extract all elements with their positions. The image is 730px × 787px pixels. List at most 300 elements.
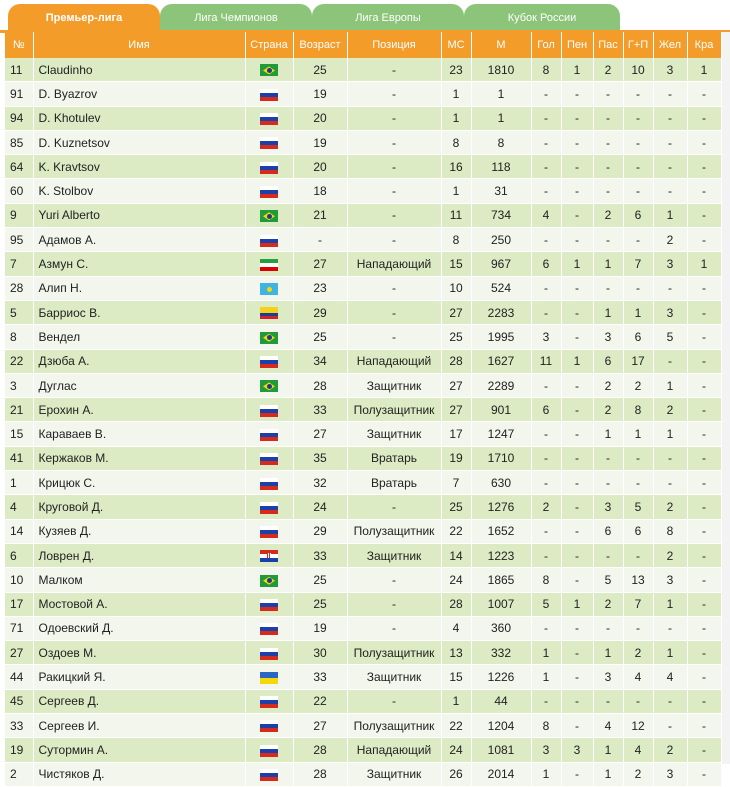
cell-m: 332 xyxy=(471,641,531,665)
cell-pas: 2 xyxy=(593,58,623,82)
cell-gp: 5 xyxy=(623,495,653,519)
cell-name[interactable]: Кержаков М. xyxy=(33,446,245,470)
cell-pas: - xyxy=(593,616,623,640)
column-header[interactable]: Позиция xyxy=(347,32,441,58)
cell-no: 45 xyxy=(5,689,33,713)
cell-pos: Нападающий xyxy=(347,252,441,276)
cell-red: - xyxy=(687,495,721,519)
cell-g: - xyxy=(531,179,561,203)
column-header[interactable]: М xyxy=(471,32,531,58)
cell-name[interactable]: Оздоев М. xyxy=(33,641,245,665)
table-row[interactable] xyxy=(5,276,721,300)
cell-yel: - xyxy=(653,179,687,203)
cell-age: 19 xyxy=(293,616,347,640)
cell-yel: 2 xyxy=(653,543,687,567)
cell-red: 1 xyxy=(687,58,721,82)
cell-no: 2 xyxy=(5,762,33,786)
cell-g: 11 xyxy=(531,349,561,373)
cell-red: - xyxy=(687,689,721,713)
cell-name[interactable]: Адамов А. xyxy=(33,228,245,252)
cell-no: 17 xyxy=(5,592,33,616)
cell-pen: - xyxy=(561,519,593,543)
cell-gp: - xyxy=(623,130,653,154)
cell-yel: - xyxy=(653,82,687,106)
russia-flag-icon xyxy=(260,526,278,538)
cell-ms: 8 xyxy=(441,130,471,154)
cell-gp: - xyxy=(623,689,653,713)
cell-g: - xyxy=(531,300,561,324)
brazil-flag-icon xyxy=(260,332,278,344)
table-row[interactable] xyxy=(5,82,721,106)
cell-pos: Защитник xyxy=(347,373,441,397)
column-header[interactable]: Страна xyxy=(245,32,293,58)
cell-yel: 4 xyxy=(653,665,687,689)
kazakhstan-flag-icon xyxy=(260,283,278,295)
cell-red: - xyxy=(687,616,721,640)
cell-g: 3 xyxy=(531,325,561,349)
cell-pos: - xyxy=(347,228,441,252)
cell-pos: Полузащитник xyxy=(347,398,441,422)
cell-g: 8 xyxy=(531,568,561,592)
table-row[interactable] xyxy=(5,641,721,665)
cell-pos: Нападающий xyxy=(347,738,441,762)
russia-flag-icon xyxy=(260,478,278,490)
country-flag-cell xyxy=(245,689,293,713)
russia-flag-icon xyxy=(260,235,278,247)
cell-ms: 17 xyxy=(441,422,471,446)
table-row[interactable] xyxy=(5,252,721,276)
country-flag-cell xyxy=(245,714,293,738)
cell-pen: - xyxy=(561,325,593,349)
cell-pos: - xyxy=(347,58,441,82)
cell-pos: Защитник xyxy=(347,762,441,786)
cell-ms: 28 xyxy=(441,349,471,373)
russia-flag-icon xyxy=(260,356,278,368)
cell-red: - xyxy=(687,349,721,373)
cell-red: - xyxy=(687,543,721,567)
cell-m: 118 xyxy=(471,155,531,179)
cell-yel: - xyxy=(653,276,687,300)
cell-yel: - xyxy=(653,106,687,130)
cell-gp: 10 xyxy=(623,58,653,82)
cell-g: - xyxy=(531,616,561,640)
column-header[interactable]: Г+П xyxy=(623,32,653,58)
table-row[interactable] xyxy=(5,228,721,252)
table-row[interactable] xyxy=(5,155,721,179)
cell-yel: 3 xyxy=(653,300,687,324)
cell-gp: 2 xyxy=(623,373,653,397)
cell-pos: - xyxy=(347,568,441,592)
cell-red: - xyxy=(687,106,721,130)
cell-name[interactable]: Мостовой А. xyxy=(33,592,245,616)
cell-gp: 7 xyxy=(623,252,653,276)
cell-g: 1 xyxy=(531,665,561,689)
cell-g: 1 xyxy=(531,641,561,665)
cell-no: 8 xyxy=(5,325,33,349)
cell-g: 6 xyxy=(531,398,561,422)
cell-name[interactable]: Одоевский Д. xyxy=(33,616,245,640)
cell-pas: - xyxy=(593,179,623,203)
cell-pen: - xyxy=(561,714,593,738)
column-header[interactable]: Пен xyxy=(561,32,593,58)
cell-name[interactable]: Караваев В. xyxy=(33,422,245,446)
cell-pen: - xyxy=(561,130,593,154)
cell-ms: 28 xyxy=(441,592,471,616)
cell-g: - xyxy=(531,689,561,713)
russia-flag-icon xyxy=(260,162,278,174)
table-row[interactable] xyxy=(5,616,721,640)
cell-pos: - xyxy=(347,495,441,519)
cell-yel: 2 xyxy=(653,495,687,519)
cell-ms: 22 xyxy=(441,519,471,543)
cell-name[interactable]: K. Kravtsov xyxy=(33,155,245,179)
cell-name[interactable]: Сутормин А. xyxy=(33,738,245,762)
cell-name[interactable]: Ловрен Д. xyxy=(33,543,245,567)
cell-gp: 7 xyxy=(623,592,653,616)
russia-flag-icon xyxy=(260,429,278,441)
cell-ms: 16 xyxy=(441,155,471,179)
cell-name[interactable]: Дуглас xyxy=(33,373,245,397)
cell-m: 1007 xyxy=(471,592,531,616)
cell-ms: 8 xyxy=(441,228,471,252)
cell-pos: - xyxy=(347,203,441,227)
country-flag-cell xyxy=(245,543,293,567)
cell-pen: 1 xyxy=(561,592,593,616)
column-header[interactable]: МС xyxy=(441,32,471,58)
table-row[interactable] xyxy=(5,592,721,616)
cell-g: - xyxy=(531,130,561,154)
cell-pen: - xyxy=(561,689,593,713)
country-flag-cell xyxy=(245,398,293,422)
cell-ms: 25 xyxy=(441,325,471,349)
cell-m: 1710 xyxy=(471,446,531,470)
cell-yel: - xyxy=(653,155,687,179)
cell-no: 41 xyxy=(5,446,33,470)
country-flag-cell xyxy=(245,373,293,397)
russia-flag-icon xyxy=(260,769,278,781)
table-row[interactable] xyxy=(5,543,721,567)
country-flag-cell xyxy=(245,325,293,349)
russia-flag-icon xyxy=(260,648,278,660)
cell-name[interactable]: Малком xyxy=(33,568,245,592)
table-row[interactable] xyxy=(5,495,721,519)
cell-gp: - xyxy=(623,82,653,106)
russia-flag-icon xyxy=(260,745,278,757)
cell-ms: 1 xyxy=(441,106,471,130)
cell-pos: Вратарь xyxy=(347,446,441,470)
cell-age: 28 xyxy=(293,373,347,397)
cell-m: 1247 xyxy=(471,422,531,446)
cell-no: 64 xyxy=(5,155,33,179)
cell-pen: - xyxy=(561,495,593,519)
cell-name[interactable]: Алип Н. xyxy=(33,276,245,300)
table-row[interactable] xyxy=(5,446,721,470)
croatia-flag-icon xyxy=(260,550,278,562)
table-row[interactable] xyxy=(5,179,721,203)
cell-m: 1627 xyxy=(471,349,531,373)
cell-pos: Полузащитник xyxy=(347,641,441,665)
cell-g: 6 xyxy=(531,252,561,276)
cell-gp: - xyxy=(623,106,653,130)
country-flag-cell xyxy=(245,203,293,227)
table-row[interactable] xyxy=(5,349,721,373)
cell-name[interactable]: D. Khotulev xyxy=(33,106,245,130)
cell-pos: Полузащитник xyxy=(347,519,441,543)
cell-pas: - xyxy=(593,106,623,130)
cell-red: - xyxy=(687,155,721,179)
tab-champions-league[interactable]: Лига Чемпионов xyxy=(160,4,312,32)
cell-no: 5 xyxy=(5,300,33,324)
tab-europa-league[interactable]: Лига Европы xyxy=(312,4,464,32)
cell-red: - xyxy=(687,446,721,470)
table-row[interactable] xyxy=(5,519,721,543)
table-row[interactable] xyxy=(5,714,721,738)
cell-no: 60 xyxy=(5,179,33,203)
table-row[interactable] xyxy=(5,689,721,713)
column-header[interactable]: Жел xyxy=(653,32,687,58)
cell-red: - xyxy=(687,398,721,422)
table-row[interactable] xyxy=(5,422,721,446)
cell-ms: 23 xyxy=(441,58,471,82)
cell-red: - xyxy=(687,179,721,203)
cell-m: 1 xyxy=(471,106,531,130)
cell-pas: - xyxy=(593,82,623,106)
cell-age: 27 xyxy=(293,714,347,738)
cell-ms: 24 xyxy=(441,738,471,762)
cell-pen: - xyxy=(561,471,593,495)
country-flag-cell xyxy=(245,519,293,543)
tab-premier-league[interactable]: Премьер-лига xyxy=(8,4,160,32)
cell-g: 2 xyxy=(531,495,561,519)
cell-pas: 2 xyxy=(593,373,623,397)
cell-g: 8 xyxy=(531,58,561,82)
cell-name[interactable]: Сергеев Д. xyxy=(33,689,245,713)
cell-yel: 3 xyxy=(653,762,687,786)
table-row[interactable] xyxy=(5,398,721,422)
cell-pen: 3 xyxy=(561,738,593,762)
country-flag-cell xyxy=(245,616,293,640)
table-row[interactable] xyxy=(5,58,721,82)
column-header[interactable]: № xyxy=(5,32,33,58)
country-flag-cell xyxy=(245,762,293,786)
brazil-flag-icon xyxy=(260,210,278,222)
cell-ms: 27 xyxy=(441,300,471,324)
cell-pas: 3 xyxy=(593,325,623,349)
cell-red: - xyxy=(687,641,721,665)
cell-red: - xyxy=(687,714,721,738)
cell-g: - xyxy=(531,373,561,397)
cell-pas: 3 xyxy=(593,665,623,689)
cell-pen: - xyxy=(561,398,593,422)
cell-ms: 15 xyxy=(441,252,471,276)
cell-pen: - xyxy=(561,641,593,665)
cell-yel: 2 xyxy=(653,398,687,422)
cell-gp: 2 xyxy=(623,762,653,786)
table-row[interactable] xyxy=(5,373,721,397)
cell-pen: - xyxy=(561,179,593,203)
cell-no: 44 xyxy=(5,665,33,689)
cell-m: 1223 xyxy=(471,543,531,567)
cell-yel: 1 xyxy=(653,641,687,665)
cell-name[interactable]: Yuri Alberto xyxy=(33,203,245,227)
cell-yel: - xyxy=(653,349,687,373)
cell-no: 22 xyxy=(5,349,33,373)
cell-g: 8 xyxy=(531,714,561,738)
cell-m: 2014 xyxy=(471,762,531,786)
cell-ms: 15 xyxy=(441,665,471,689)
cell-ms: 7 xyxy=(441,471,471,495)
cell-gp: 6 xyxy=(623,203,653,227)
country-flag-cell xyxy=(245,82,293,106)
column-header[interactable]: Кра xyxy=(687,32,721,58)
cell-ms: 19 xyxy=(441,446,471,470)
cell-red: - xyxy=(687,471,721,495)
competition-tabs xyxy=(0,0,730,32)
cell-g: - xyxy=(531,422,561,446)
cell-gp: - xyxy=(623,616,653,640)
cell-m: 2289 xyxy=(471,373,531,397)
table-row[interactable] xyxy=(5,568,721,592)
cell-name[interactable]: Сергеев И. xyxy=(33,714,245,738)
cell-name[interactable]: Ракицкий Я. xyxy=(33,665,245,689)
table-row[interactable] xyxy=(5,325,721,349)
cell-age: 34 xyxy=(293,349,347,373)
country-flag-cell xyxy=(245,641,293,665)
cell-no: 6 xyxy=(5,543,33,567)
cell-red: - xyxy=(687,568,721,592)
column-header[interactable]: Имя xyxy=(33,32,245,58)
cell-pas: 6 xyxy=(593,349,623,373)
cell-ms: 26 xyxy=(441,762,471,786)
cell-yel: 3 xyxy=(653,58,687,82)
cell-pen: - xyxy=(561,568,593,592)
table-row[interactable] xyxy=(5,738,721,762)
russia-flag-icon xyxy=(260,113,278,125)
cell-pos: Защитник xyxy=(347,665,441,689)
cell-no: 11 xyxy=(5,58,33,82)
cell-pen: 1 xyxy=(561,252,593,276)
cell-red: - xyxy=(687,82,721,106)
country-flag-cell xyxy=(245,58,293,82)
cell-m: 630 xyxy=(471,471,531,495)
table-row[interactable] xyxy=(5,106,721,130)
cell-yel: 3 xyxy=(653,568,687,592)
brazil-flag-icon xyxy=(260,575,278,587)
cell-age: 22 xyxy=(293,689,347,713)
cell-name[interactable]: Барриос В. xyxy=(33,300,245,324)
cell-g: - xyxy=(531,228,561,252)
cell-pos: - xyxy=(347,300,441,324)
cell-ms: 27 xyxy=(441,373,471,397)
cell-yel: - xyxy=(653,689,687,713)
cell-pen: - xyxy=(561,106,593,130)
table-row[interactable] xyxy=(5,130,721,154)
cell-age: 27 xyxy=(293,422,347,446)
column-header[interactable]: Возраст xyxy=(293,32,347,58)
cell-age: 33 xyxy=(293,665,347,689)
cell-g: - xyxy=(531,106,561,130)
cell-red: - xyxy=(687,228,721,252)
cell-m: 8 xyxy=(471,130,531,154)
table-row[interactable] xyxy=(5,471,721,495)
cell-pen: 1 xyxy=(561,349,593,373)
cell-no: 95 xyxy=(5,228,33,252)
table-row[interactable] xyxy=(5,665,721,689)
cell-name[interactable]: Дзюба А. xyxy=(33,349,245,373)
cell-yel: - xyxy=(653,471,687,495)
country-flag-cell xyxy=(245,665,293,689)
cell-name[interactable]: D. Kuznetsov xyxy=(33,130,245,154)
cell-m: 44 xyxy=(471,689,531,713)
cell-pas: 1 xyxy=(593,762,623,786)
cell-name[interactable]: Крицюк С. xyxy=(33,471,245,495)
colombia-flag-icon xyxy=(260,307,278,319)
cell-pas: - xyxy=(593,689,623,713)
cell-no: 94 xyxy=(5,106,33,130)
cell-m: 901 xyxy=(471,398,531,422)
cell-ms: 22 xyxy=(441,714,471,738)
cell-name[interactable]: K. Stolbov xyxy=(33,179,245,203)
table-row[interactable] xyxy=(5,203,721,227)
cell-age: 25 xyxy=(293,58,347,82)
cell-yel: 3 xyxy=(653,252,687,276)
scrollbar-track[interactable] xyxy=(722,32,730,764)
cell-name[interactable]: Азмун С. xyxy=(33,252,245,276)
cell-no: 21 xyxy=(5,398,33,422)
cell-name[interactable]: Ерохин А. xyxy=(33,398,245,422)
cell-pen: - xyxy=(561,665,593,689)
cell-gp: - xyxy=(623,179,653,203)
cell-name[interactable]: Чистяков Д. xyxy=(33,762,245,786)
column-header[interactable]: Пас xyxy=(593,32,623,58)
cell-age: 21 xyxy=(293,203,347,227)
cell-m: 1204 xyxy=(471,714,531,738)
cell-pas: - xyxy=(593,155,623,179)
cell-no: 9 xyxy=(5,203,33,227)
cell-no: 15 xyxy=(5,422,33,446)
cell-name[interactable]: Круговой Д. xyxy=(33,495,245,519)
cell-pas: - xyxy=(593,276,623,300)
cell-m: 250 xyxy=(471,228,531,252)
cell-name[interactable]: Вендел xyxy=(33,325,245,349)
cell-pos: - xyxy=(347,325,441,349)
cell-pen: - xyxy=(561,155,593,179)
cell-pas: - xyxy=(593,228,623,252)
cell-gp: - xyxy=(623,228,653,252)
table-row[interactable] xyxy=(5,300,721,324)
brazil-flag-icon xyxy=(260,64,278,76)
cell-name[interactable]: Кузяев Д. xyxy=(33,519,245,543)
country-flag-cell xyxy=(245,568,293,592)
cell-no: 1 xyxy=(5,471,33,495)
cell-age: 28 xyxy=(293,738,347,762)
cell-g: - xyxy=(531,82,561,106)
column-header[interactable]: Гол xyxy=(531,32,561,58)
cell-pen: - xyxy=(561,203,593,227)
table-row[interactable] xyxy=(5,762,721,786)
cell-pos: - xyxy=(347,179,441,203)
cell-name[interactable]: Claudinho xyxy=(33,58,245,82)
cell-age: 20 xyxy=(293,155,347,179)
cell-gp: - xyxy=(623,543,653,567)
cell-g: - xyxy=(531,471,561,495)
russia-flag-icon xyxy=(260,453,278,465)
cell-name[interactable]: D. Byazrov xyxy=(33,82,245,106)
cell-yel: 1 xyxy=(653,203,687,227)
tab-russian-cup[interactable]: Кубок России xyxy=(464,4,620,32)
cell-pen: 1 xyxy=(561,58,593,82)
cell-pos: Вратарь xyxy=(347,471,441,495)
